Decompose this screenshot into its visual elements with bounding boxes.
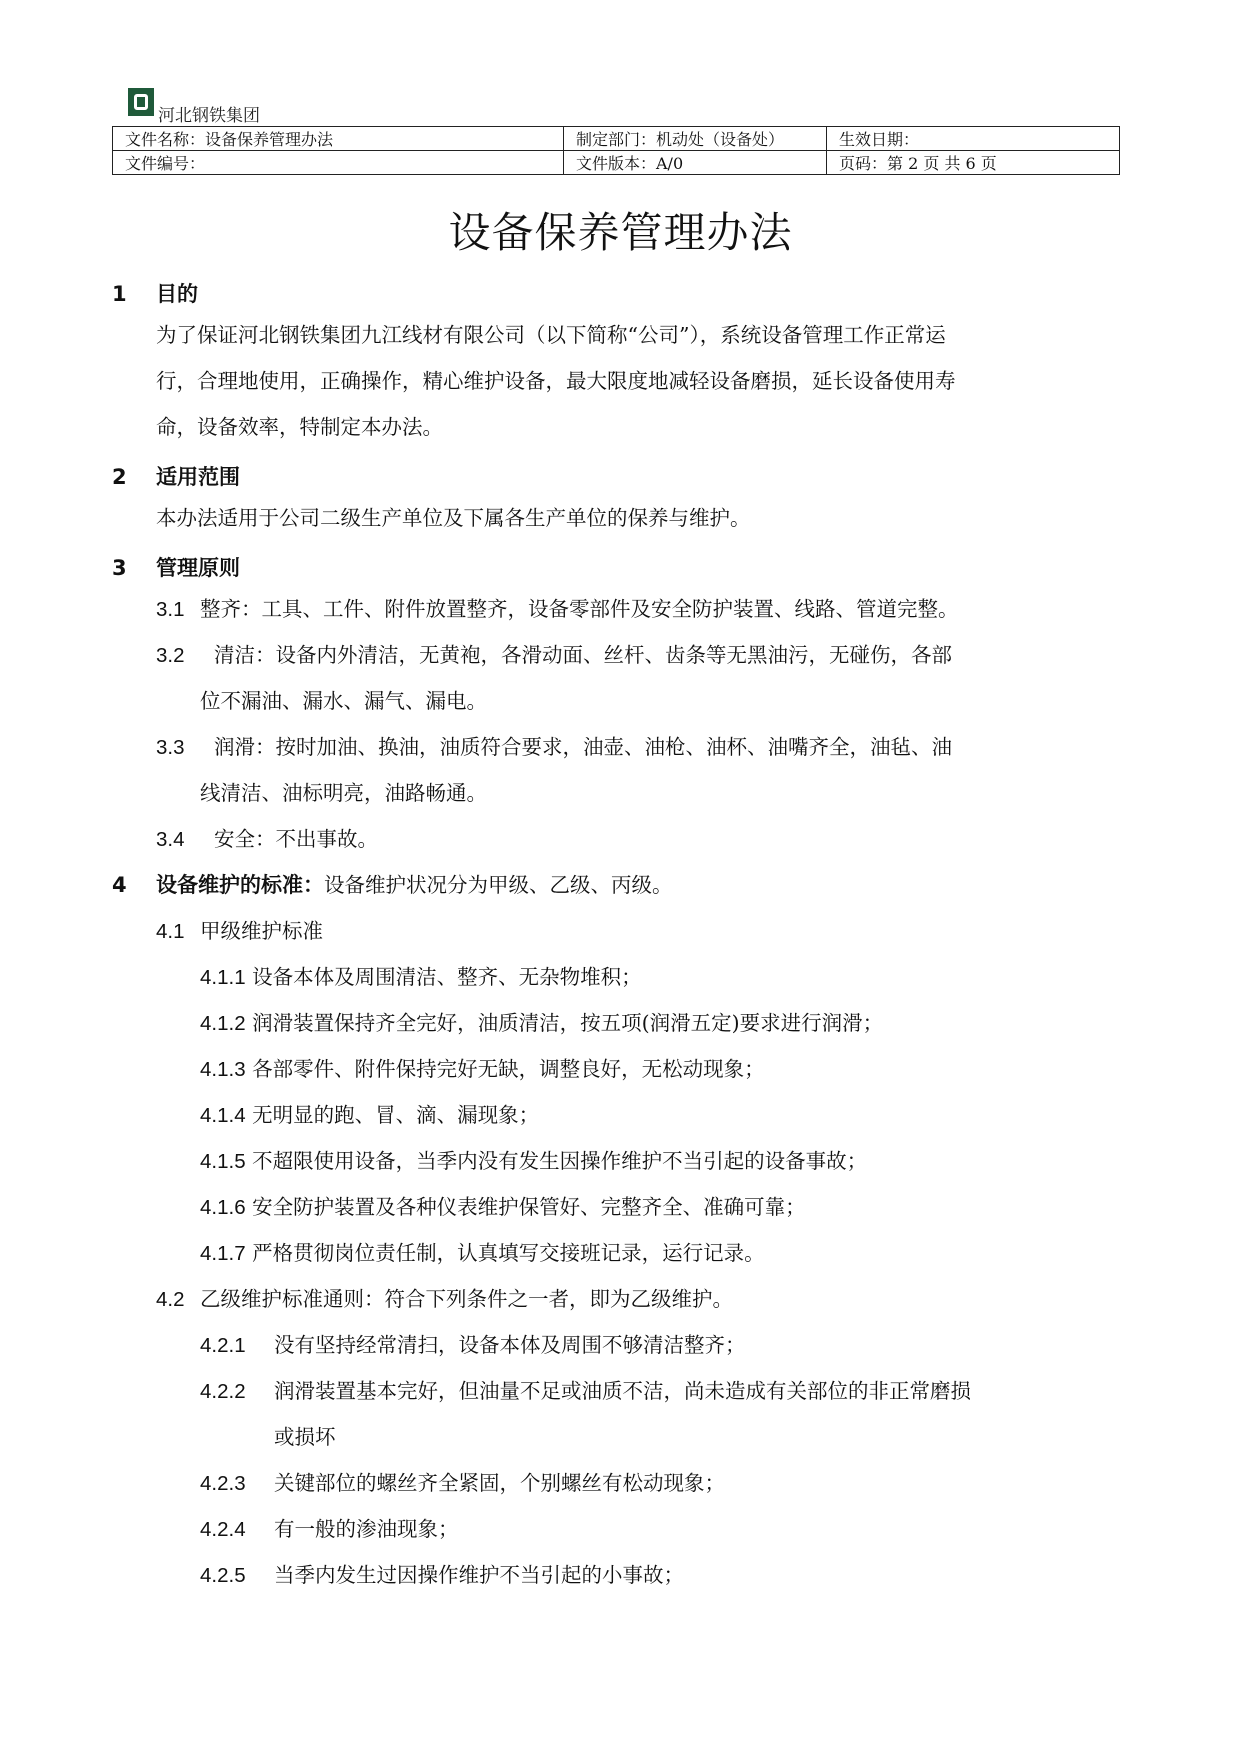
section-2-heading xyxy=(112,461,240,491)
item-number: 4.1.7 xyxy=(200,1242,246,1265)
list-item xyxy=(200,1460,725,1507)
item-number: 4.1.4 xyxy=(200,1104,246,1127)
item-text: 润滑：按时加油、换油，油质符合要求，油壶、油枪、油杯、油嘴齐全，油毡、油 xyxy=(214,735,952,759)
item-text: 甲级维护标准 xyxy=(200,919,323,943)
section-title: 目的 xyxy=(156,282,198,306)
section-title: 适用范围 xyxy=(156,465,240,489)
item-text: 清洁：设备内外清洁，无黄袍，各滑动面、丝杆、齿条等无黑油污，无碰伤，各部 xyxy=(214,643,952,667)
item-number: 4.2.4 xyxy=(200,1518,246,1541)
section-number: 2 xyxy=(112,465,127,489)
item-text: 不超限使用设备，当季内没有发生因操作维护不当引起的设备事故； xyxy=(252,1149,868,1173)
item-number: 4.1 xyxy=(156,920,185,943)
item-number: 4.2.2 xyxy=(200,1380,246,1403)
item-text: 关键部位的螺丝齐全紧固，个别螺丝有松动现象； xyxy=(274,1471,725,1495)
item-text-continuation: 或损坏 xyxy=(274,1425,336,1449)
section-1-line: 命，设备效率，特制定本办法。 xyxy=(156,415,443,439)
list-item xyxy=(156,724,952,771)
version-cell: 文件版本：A/0 xyxy=(564,151,827,175)
section-4-heading xyxy=(112,862,673,908)
item-text: 安全：不出事故。 xyxy=(214,827,378,851)
file-no-cell: 文件编号： xyxy=(113,151,564,175)
item-number: 4.2.1 xyxy=(200,1334,246,1357)
item-text: 有一般的渗油现象； xyxy=(274,1517,459,1541)
item-text: 设备本体及周围清洁、整齐、无杂物堆积； xyxy=(252,965,642,989)
section-1-line: 行，合理地使用，正确操作，精心维护设备，最大限度地减轻设备磨损，延长设备使用寿 xyxy=(156,369,956,393)
item-text: 各部零件、附件保持完好无缺，调整良好，无松动现象； xyxy=(252,1057,765,1081)
item-text-continuation: 位不漏油、漏水、漏气、漏电。 xyxy=(200,689,487,713)
list-item xyxy=(200,1000,883,1047)
item-number: 4.1.3 xyxy=(200,1058,246,1081)
section-title: 设备维护的标准： xyxy=(156,873,324,897)
subsection-heading xyxy=(156,1276,733,1323)
section-number: 4 xyxy=(112,873,127,897)
item-text: 安全防护装置及各种仪表维护保管好、完整齐全、准确可靠； xyxy=(252,1195,806,1219)
item-number: 4.1.2 xyxy=(200,1012,246,1035)
list-item xyxy=(200,954,642,1001)
company-name: 河北钢铁集团 xyxy=(158,106,260,126)
list-item xyxy=(156,816,378,863)
list-item xyxy=(200,1322,746,1369)
item-number: 3.1 xyxy=(156,598,185,621)
item-text: 乙级维护标准通则：符合下列条件之一者，即为乙级维护。 xyxy=(200,1287,733,1311)
item-number: 3.3 xyxy=(156,736,185,759)
item-text: 严格贯彻岗位责任制，认真填写交接班记录，运行记录。 xyxy=(252,1241,765,1265)
item-number: 3.2 xyxy=(156,644,185,667)
list-item xyxy=(156,632,952,679)
item-text: 当季内发生过因操作维护不当引起的小事故； xyxy=(274,1563,684,1587)
effective-date-cell: 生效日期： xyxy=(827,127,1120,151)
item-text: 没有坚持经常清扫，设备本体及周围不够清洁整齐； xyxy=(274,1333,746,1357)
page-cell: 页码：第 2 页 共 6 页 xyxy=(827,151,1120,175)
file-name-cell: 文件名称：设备保养管理办法 xyxy=(113,127,564,151)
list-item xyxy=(200,1506,459,1553)
subsection-heading xyxy=(156,908,323,955)
section-title: 管理原则 xyxy=(156,556,240,580)
list-item xyxy=(200,1092,539,1139)
section-2-text: 本办法适用于公司二级生产单位及下属各生产单位的保养与维护。 xyxy=(156,506,751,530)
item-number: 4.1.1 xyxy=(200,966,246,989)
item-text: 润滑装置保持齐全完好，油质清洁，按五项(润滑五定)要求进行润滑； xyxy=(252,1011,884,1035)
list-item xyxy=(156,586,959,633)
list-item xyxy=(200,1184,806,1231)
list-item xyxy=(200,1046,765,1093)
section-3-heading xyxy=(112,552,240,582)
list-item xyxy=(200,1138,867,1185)
section-number: 1 xyxy=(112,282,127,306)
item-number: 4.2.3 xyxy=(200,1472,246,1495)
dept-cell: 制定部门：机动处（设备处） xyxy=(564,127,827,151)
item-number: 3.4 xyxy=(156,828,185,851)
section-1-line: 为了保证河北钢铁集团九江线材有限公司（以下简称“公司”），系统设备管理工作正常运 xyxy=(156,323,946,347)
item-number: 4.2.5 xyxy=(200,1564,246,1587)
section-4-intro: 设备维护状况分为甲级、乙级、丙级。 xyxy=(324,873,673,897)
list-item xyxy=(200,1368,971,1415)
item-number: 4.2 xyxy=(156,1288,185,1311)
section-number: 3 xyxy=(112,556,127,580)
list-item xyxy=(200,1552,684,1599)
list-item xyxy=(200,1230,765,1277)
page-title: 设备保养管理办法 xyxy=(448,208,793,257)
item-text: 润滑装置基本完好，但油量不足或油质不洁，尚未造成有关部位的非正常磨损 xyxy=(274,1379,971,1403)
item-text: 无明显的跑、冒、滴、漏现象； xyxy=(252,1103,540,1127)
item-text-continuation: 线清洁、油标明亮，油路畅通。 xyxy=(200,781,487,805)
item-text: 整齐：工具、工件、附件放置整齐，设备零部件及安全防护装置、线路、管道完整。 xyxy=(200,597,959,621)
section-1-heading xyxy=(112,278,198,308)
company-logo xyxy=(128,88,154,116)
document-header-table xyxy=(112,126,1120,175)
item-number: 4.1.6 xyxy=(200,1196,246,1219)
item-number: 4.1.5 xyxy=(200,1150,246,1173)
